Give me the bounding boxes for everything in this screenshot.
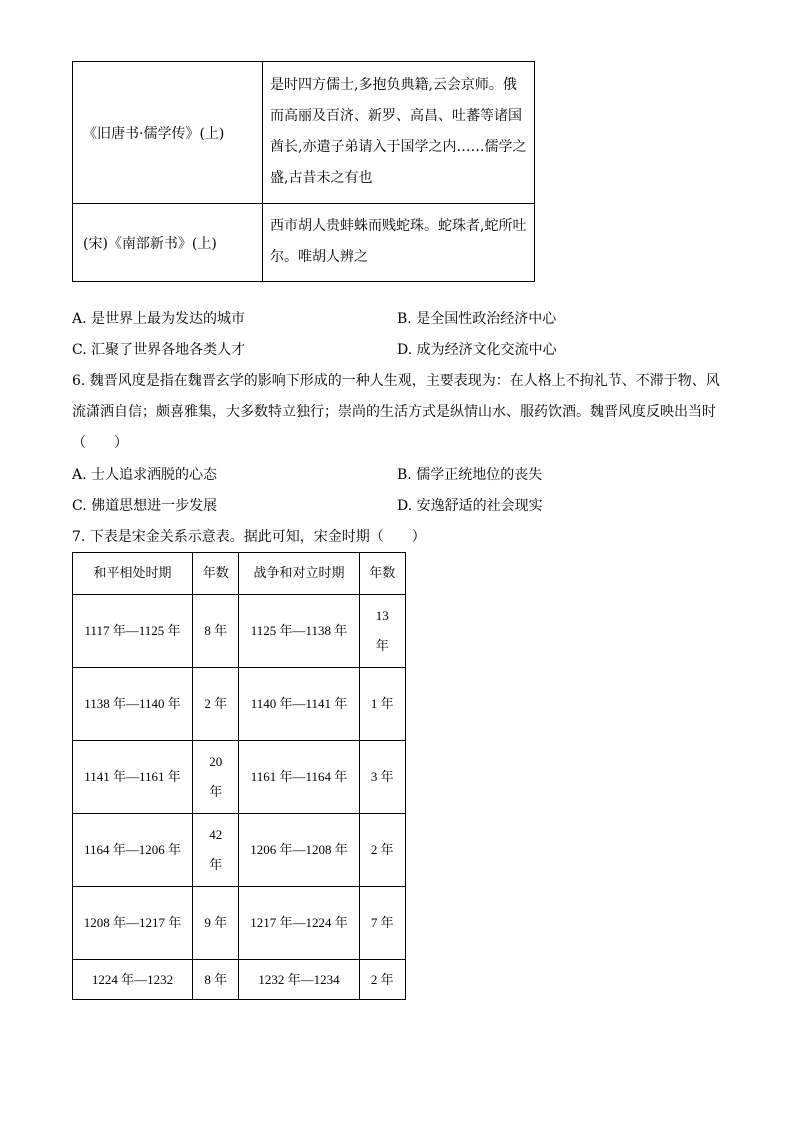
source-title: (宋)《南部新书》(上) [73, 204, 263, 282]
table-row [73, 814, 406, 887]
source-table [72, 61, 535, 282]
q7-stem: 7. 下表是宋金关系示意表。据此可知，宋金时期（ ） [72, 529, 426, 545]
header-years: 年数 [193, 553, 239, 595]
peace-years-cell: 8 年 [193, 595, 239, 668]
table-row [73, 595, 406, 668]
war-years-cell: 7 年 [359, 887, 405, 960]
peace-period-cell: 1141 年—1161 年 [73, 741, 193, 814]
q6-option-b[interactable]: B. 儒学正统地位的丧失 [397, 467, 543, 483]
peace-years-cell: 20 年 [193, 741, 239, 814]
table-header-row [73, 553, 406, 595]
peace-years-cell: 8 年 [193, 960, 239, 1000]
q6-option-a[interactable]: A. 士人追求洒脱的心态 [72, 467, 218, 483]
table-row [73, 960, 406, 1000]
source-table-row [73, 204, 535, 282]
header-peace-period: 和平相处时期 [73, 553, 193, 595]
source-title: 《旧唐书·儒学传》(上) [73, 62, 263, 204]
source-excerpt: 是时四方儒士,多抱负典籍,云会京师。俄而高丽及百济、新罗、高昌、吐蕃等诸国酋长,亦遣子弟请入于国学之内……儒学之盛,古昔未之有也 [263, 62, 535, 204]
peace-years-cell: 42 年 [193, 814, 239, 887]
war-years-cell: 2 年 [359, 814, 405, 887]
q6-stem: 6. 魏晋风度是指在魏晋玄学的影响下形成的一种人生观，主要表现为：在人格上不拘礼节、不滞于物、风流潇洒自信；颇喜雅集，大多数特立独行；崇尚的生活方式是纵情山水、服药饮酒。魏晋风度反映出当时（ ） [72, 373, 720, 451]
source-excerpt: 西市胡人贵蚌蛛而贱蛇珠。蛇珠者,蛇所吐尔。唯胡人辨之 [263, 204, 535, 282]
war-years-cell: 13 年 [359, 595, 405, 668]
source-table-row [73, 62, 535, 204]
song-jin-table [72, 552, 406, 1000]
peace-period-cell: 1117 年—1125 年 [73, 595, 193, 668]
q5-option-b[interactable]: B. 是全国性政治经济中心 [397, 311, 557, 327]
peace-years-cell: 2 年 [193, 668, 239, 741]
peace-period-cell: 1224 年—1232 [73, 960, 193, 1000]
war-period-cell: 1161 年—1164 年 [239, 741, 359, 814]
war-years-cell: 1 年 [359, 668, 405, 741]
q5-option-a[interactable]: A. 是世界上最为发达的城市 [72, 311, 246, 327]
war-period-cell: 1217 年—1224 年 [239, 887, 359, 960]
q6-option-c[interactable]: C. 佛道思想进一步发展 [72, 498, 218, 514]
war-years-cell: 3 年 [359, 741, 405, 814]
table-row [73, 668, 406, 741]
war-period-cell: 1232 年—1234 [239, 960, 359, 1000]
table-row [73, 741, 406, 814]
peace-years-cell: 9 年 [193, 887, 239, 960]
table-row [73, 887, 406, 960]
peace-period-cell: 1164 年—1206 年 [73, 814, 193, 887]
war-period-cell: 1140 年—1141 年 [239, 668, 359, 741]
q5-option-d[interactable]: D. 成为经济文化交流中心 [397, 342, 557, 358]
peace-period-cell: 1208 年—1217 年 [73, 887, 193, 960]
war-years-cell: 2 年 [359, 960, 405, 1000]
war-period-cell: 1206 年—1208 年 [239, 814, 359, 887]
peace-period-cell: 1138 年—1140 年 [73, 668, 193, 741]
header-war-period: 战争和对立时期 [239, 553, 359, 595]
war-period-cell: 1125 年—1138 年 [239, 595, 359, 668]
q5-option-c[interactable]: C. 汇聚了世界各地各类人才 [72, 342, 246, 358]
q6-option-d[interactable]: D. 安逸舒适的社会现实 [397, 498, 543, 514]
header-years: 年数 [359, 553, 405, 595]
